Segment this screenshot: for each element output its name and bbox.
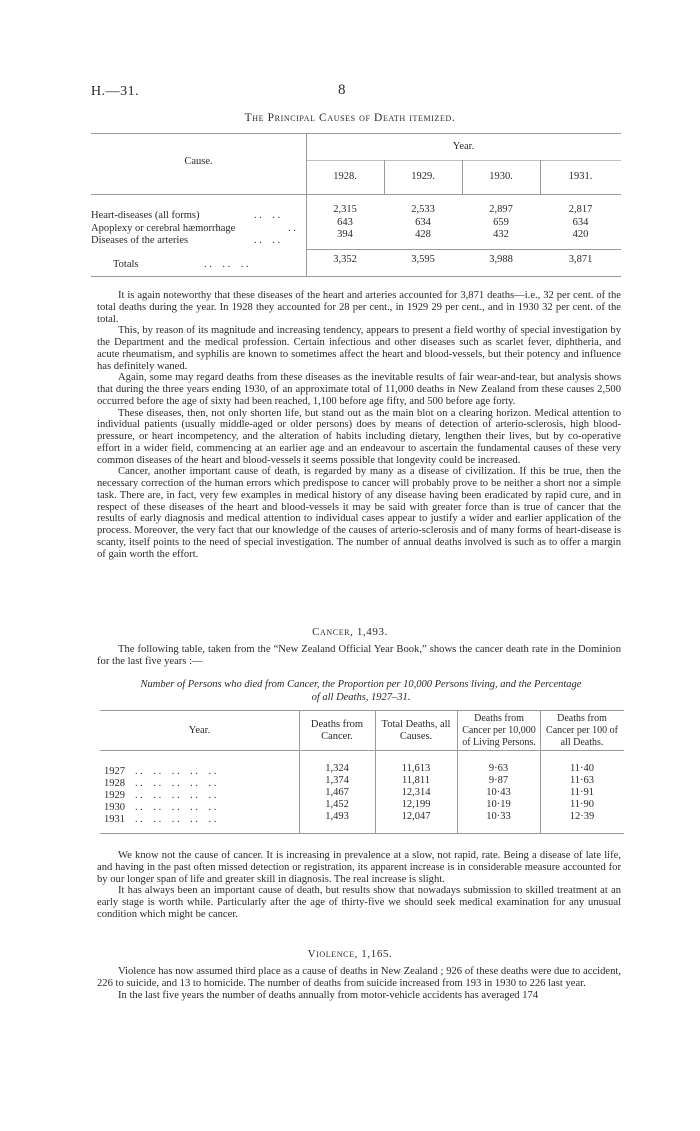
- paragraph: It is again noteworthy that these diseases of the heart and arteries accounted for 3,871 deaths—i.e., 32 per cent. of the total deaths during the year. In 1928 they accounted for 28 per cent., in 1929 29 per cent., and in 1930 32 per cent. of the total.: [97, 290, 621, 325]
- table2-header: Total Deaths, all Causes.: [381, 719, 451, 742]
- table1-total-cell: 3,988: [489, 254, 513, 265]
- table2-year: 1929: [104, 790, 125, 801]
- table1-bottom-rule: [91, 276, 621, 277]
- table1-cause-header: Cause.: [184, 156, 213, 167]
- paragraph: Again, some may regard deaths from these diseases as the inevitable results of fair wear-and-tear, but analysis shows that during the three years ending 1930, of an approximate total of 11,000 deaths in New Zealand from these causes 2,500 occurred before the age of sixty had been reached, 1,100 before age fifty, and 500 before age forty.: [97, 372, 621, 407]
- table1-cell: 634: [572, 217, 589, 228]
- table2-cell: 11·63: [569, 775, 595, 786]
- leader-dots: . . . . . .: [204, 259, 249, 270]
- table1-cell: 659: [493, 217, 509, 228]
- table1-total-cell: 3,352: [333, 254, 357, 265]
- table2-cell: 1,493: [325, 811, 349, 822]
- table2-cell: 12·39: [569, 811, 595, 822]
- section1-body: [97, 290, 621, 560]
- paragraph: We know not the cause of cancer. It is increasing in prevalence at a slow, not rapid, rate. Being a disease of late life, and having in the past often missed detection or registration, its apparent increase is in considerable measure accounted for by our longer span of life and greater skill in diagnosis. The real increase is slight.: [97, 850, 621, 885]
- table1-row-label: Diseases of the arteries: [91, 235, 189, 246]
- table1-year-header: Year.: [452, 141, 475, 152]
- table2-cell: 1,452: [325, 799, 349, 810]
- paragraph: These diseases, then, not only shorten life, but stand out as the main blot on a clearing horizon. Medical attention to individual patients (usually middle-aged or older persons) does by means of detection of arterio-sclerosis, high blood-pressure, or heart incompetency, and the alteration of habits including dietary, lengthen their lives, but by co-operative effort in a wider field, commencing at an earlier age and an endeavour to ascertain the fundamental causes of these very common diseases of the heart and blood-vessels it seems possible that longevity could be increased.: [97, 407, 621, 466]
- leader-dots: . .: [288, 223, 296, 234]
- table1-year-rule: [306, 160, 621, 161]
- table1-total-cell: 3,595: [411, 254, 435, 265]
- table1-cell: 394: [337, 229, 353, 240]
- table2-cell: 10·19: [486, 799, 511, 810]
- table2-cell: 1,374: [325, 775, 349, 786]
- section-title-cancer: Cancer, 1,493.: [312, 626, 388, 638]
- table2-header: Deaths from Cancer.: [310, 719, 364, 742]
- section2-body: [97, 850, 621, 921]
- table1-cell: 432: [493, 229, 509, 240]
- table2-bottom-rule: [100, 833, 624, 834]
- leader-dots: . . . .: [254, 210, 281, 221]
- paragraph: In the last five years the number of deaths annually from motor-vehicle accidents has averaged 174: [118, 989, 539, 1001]
- table2-cell: 1,324: [325, 763, 349, 774]
- section3-body: [97, 966, 621, 1001]
- table2-header-rule: [100, 750, 624, 751]
- table2-cell: 11·90: [569, 799, 595, 810]
- section-title-causes: The Principal Causes of Death itemized.: [244, 112, 456, 124]
- table1-cell: 2,897: [489, 204, 513, 215]
- section-title-violence: Violence, 1,165.: [307, 948, 393, 960]
- table1-year-col: 1930.: [489, 171, 513, 182]
- table2-header: Deaths from Cancer per 100 of all Deaths.: [546, 713, 618, 748]
- table1-cell: 428: [415, 229, 431, 240]
- table2-year: 1928: [104, 778, 125, 789]
- table2-cell: 12,199: [401, 799, 431, 810]
- table2-cell: 11·91: [569, 787, 595, 798]
- table1-cell: 2,315: [333, 204, 357, 215]
- leader-dots: . . . . . . . . . .: [135, 814, 217, 825]
- table1-year-col: 1931.: [568, 171, 593, 182]
- table2-cell: 9·87: [488, 775, 509, 786]
- table2-year: 1930: [104, 802, 125, 813]
- table2-year: 1931: [104, 814, 125, 825]
- table1-cell: 634: [415, 217, 431, 228]
- table1-sum-rule: [306, 249, 621, 250]
- table1-cell: 2,817: [568, 204, 593, 215]
- table2-header: Year.: [188, 725, 211, 736]
- section2-intro: [97, 644, 621, 668]
- paragraph: Violence has now assumed third place as a cause of deaths in New Zealand ; 926 of these deaths were due to accident, 226 to suicide, and 13 to homicide. The number of deaths from suicide increased from 193 in 1930 to 226 last year.: [97, 966, 621, 989]
- table2-top-rule: [100, 710, 624, 711]
- table2-cell: 11·40: [569, 763, 595, 774]
- table2-cell: 12,047: [401, 811, 431, 822]
- table1-cell: 643: [337, 217, 353, 228]
- table2-cell: 9·63: [488, 763, 509, 774]
- leader-dots: . . . . . . . . . .: [135, 802, 217, 813]
- paragraph: The following table, taken from the “New Zealand Official Year Book,” shows the cancer death rate in the Dominion for the last five years :—: [97, 644, 621, 667]
- table2-cell: 10·43: [486, 787, 511, 798]
- table2-cell: 10·33: [486, 811, 511, 822]
- document-reference: H.—31.: [91, 84, 140, 99]
- paragraph: Cancer, another important cause of death, is regarded by many as a disease of civilization. If this be true, then the necessary correction of the human errors which predispose to cancer will probably prove to be neither a short nor a simple task. There are, in fact, very few examples in medical history of any disease having been eradicated by rapid cure, and in respect of these diseases of the heart and blood-vessels it may be said with greater force than is true of cancer that the results of early diagnosis and medical attention to individual cases appear to justify a wider and earlier application of the process. Moreover, the very fact that our knowledge of the causes of arterio-sclerosis and of many forms of heart-disease is scanty, itself points to the need of special investigation. The number of annual deaths involved is such as to offer a margin of gain worth the effort.: [97, 466, 621, 560]
- table1-top-rule: [91, 133, 621, 134]
- table1-year-col: 1928.: [333, 171, 357, 182]
- table1-totals-label: Totals: [113, 259, 139, 270]
- table2-cell: 12,314: [401, 787, 431, 798]
- leader-dots: . . . . . . . . . .: [135, 778, 217, 789]
- page-number: 8: [338, 82, 346, 98]
- table2-cell: 11,613: [401, 763, 431, 774]
- table1-cell: 2,533: [411, 204, 435, 215]
- paragraph: It has always been an important cause of death, but results show that nowadays submission to skilled treatment at an early stage is worth while. Particularly after the age of thirty-five we should seek medical examination for any unusual condition which might be cancer.: [97, 885, 621, 920]
- table1-total-cell: 3,871: [568, 254, 593, 265]
- leader-dots: . . . . . . . . . .: [135, 766, 217, 777]
- table2-caption-line1: Number of Persons who died from Cancer, the Proportion per 10,000 Persons living, and the Percentage: [140, 679, 582, 690]
- table1-row-label: Heart-diseases (all forms): [91, 210, 200, 221]
- paragraph: This, by reason of its magnitude and increasing tendency, appears to present a field worthy of special investigation by the Department and the medical profession. Certain infectious and other diseases such as scarlet fever, diphtheria, and acute rheumatism, and syphilis are known to sometimes affect the heart and blood-vessels, but their potency and influence has definitely waned.: [97, 325, 621, 372]
- leader-dots: . . . . . . . . . .: [135, 790, 217, 801]
- table1-year-col: 1929.: [411, 171, 435, 182]
- table2-caption-line2: of all Deaths, 1927–31.: [311, 692, 411, 703]
- table1-cell: 420: [572, 229, 589, 240]
- table1-row-label: Apoplexy or cerebral hæmorrhage: [91, 223, 236, 234]
- table2-header: Deaths from Cancer per 10,000 of Living Persons.: [462, 713, 536, 748]
- leader-dots: . . . .: [254, 235, 281, 246]
- table2-cell: 1,467: [325, 787, 349, 798]
- table1-header-rule: [91, 194, 621, 195]
- table2-cell: 11,811: [401, 775, 431, 786]
- table2-year: 1927: [104, 766, 125, 777]
